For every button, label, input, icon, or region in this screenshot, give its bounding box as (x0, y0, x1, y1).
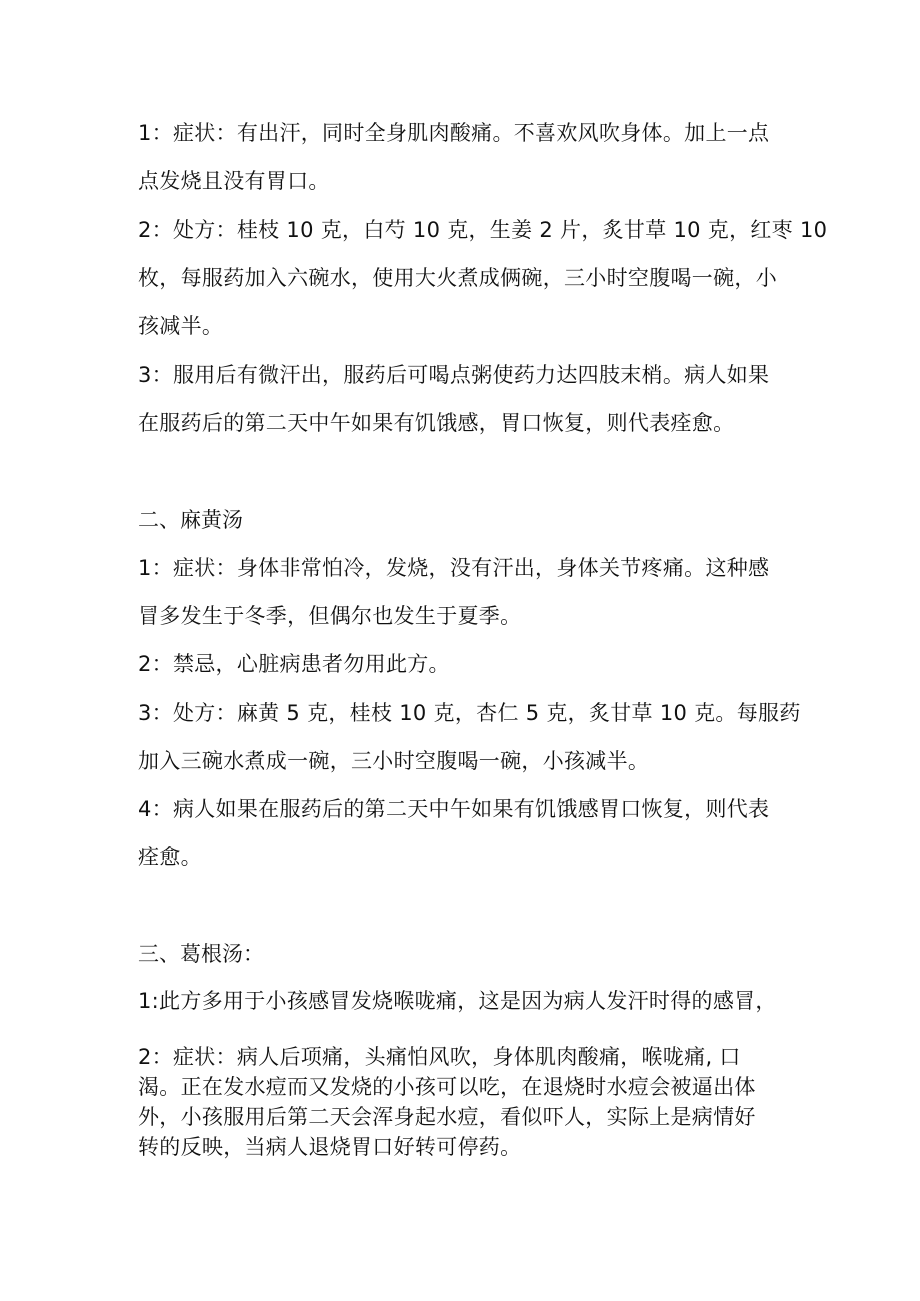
section2-paragraph-2 (138, 640, 790, 688)
section3-paragraph-2 (138, 1042, 790, 1162)
text-line: 1：症状：有出汗，同时全身肌肉酸痛。不喜欢风吹身体。加上一点 (138, 121, 770, 145)
section2-paragraph-3 (138, 689, 801, 785)
text-line: 4：病人如果在服药后的第二天中午如果有饥饿感胃口恢复，则代表 (138, 797, 770, 821)
text-line: 3：处方：麻黄 5 克，桂枝 10 克，杏仁 5 克，炙甘草 10 克。每服药 (138, 701, 801, 725)
section1-paragraph-3 (138, 351, 790, 447)
text-line: 外，小孩服用后第二天会浑身起水痘，看似吓人，实际上是病情好 (138, 1105, 756, 1129)
text-line: 加入三碗水煮成一碗，三小时空腹喝一碗，小孩减半。 (138, 749, 650, 773)
section3-paragraph-1 (138, 977, 790, 1025)
text-line: 3：服用后有微汗出，服药后可喝点粥使药力达四肢末梢。病人如果 (138, 363, 770, 387)
text-line: 渴。正在发水痘而又发烧的小孩可以吃，在退烧时水痘会被逼出体 (138, 1075, 756, 1099)
text-line: 转的反映，当病人退烧胃口好转可停药。 (138, 1135, 522, 1159)
text-line: 在服药后的第二天中午如果有饥饿感，胃口恢复，则代表痊愈。 (138, 411, 735, 435)
text-line: 1:此方多用于小孩感冒发烧喉咙痛，这是因为病人发汗时得的感冒， (138, 989, 777, 1013)
text-line: 冒多发生于冬季，但偶尔也发生于夏季。 (138, 604, 522, 628)
section1-paragraph-1 (138, 109, 790, 205)
text-line: 2：症状：病人后项痛，头痛怕风吹，身体肌肉酸痛，喉咙痛, 口 (138, 1045, 741, 1069)
text-line: 痊愈。 (138, 845, 202, 869)
section2-paragraph-4 (138, 785, 790, 881)
section2-paragraph-1 (138, 544, 790, 640)
section1-paragraph-2 (138, 206, 828, 350)
text-line: 1：症状：身体非常怕冷，发烧，没有汗出，身体关节疼痛。这种感 (138, 556, 770, 580)
text-line: 2：禁忌，心脏病患者勿用此方。 (138, 652, 450, 676)
text-line: 2：处方：桂枝 10 克，白芍 10 克，生姜 2 片，炙甘草 10 克，红枣 10 (138, 218, 828, 242)
text-line: 点发烧且没有胃口。 (138, 169, 330, 193)
section2-title: 二、麻黄汤 (138, 508, 243, 532)
text-line: 枚，每服药加入六碗水，使用大火煮成俩碗，三小时空腹喝一碗，小 (138, 266, 777, 290)
text-line: 孩减半。 (138, 314, 224, 338)
section3-title: 三、葛根汤： (138, 942, 264, 966)
